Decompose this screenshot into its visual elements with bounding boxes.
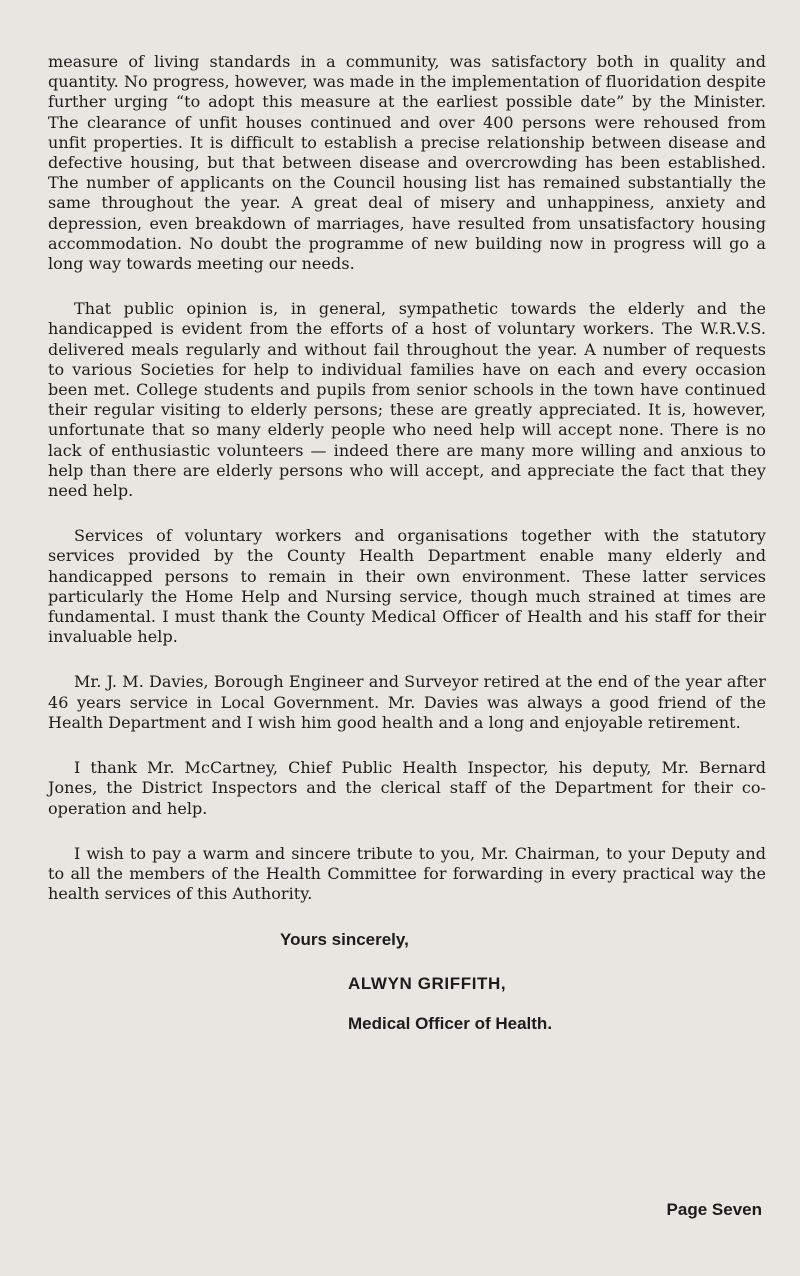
- body-paragraph-3: Services of voluntary workers and organisations together with the statutory services provided by the County Health Department enable many elderly and handicapped persons to remain in their own environment. These latter services particularly the Home Help and Nursing service, though much strained at times are fundamental. I must thank the County Medical Officer of Health and his staff for their invaluable help.: [48, 526, 766, 647]
- body-paragraph-6: I wish to pay a warm and sincere tribute to you, Mr. Chairman, to your Deputy and to all the members of the Health Committee for forwarding in every practical way the health services of this Authority.: [48, 843, 766, 904]
- letter-signoff: [48, 929, 766, 1039]
- body-paragraph-5: I thank Mr. McCartney, Chief Public Health Inspector, his deputy, Mr. Bernard Jones, the District Inspectors and the clerical staff of the Department for their co-operation and help.: [48, 758, 766, 818]
- page-number: Page Seven: [666, 1200, 762, 1219]
- body-paragraph-2: That public opinion is, in general, sympathetic towards the elderly and the handicapped is evident from the efforts of a host of voluntary workers. The W.R.V.S. delivered meals regularly and without fail throughout the year. A number of requests to various Societies for help to individual families have on each and every occasion been met. College students and pupils from senior schools in the town have continued their regular visiting to elderly persons; these are greatly appreciated. It is, however, unfortunate that so many elderly people who need help will accept none. There is no lack of enthusiastic volunteers — indeed there are many more willing and anxious to help than there are elderly persons who will accept, and appreciate the fact that they need help.: [48, 299, 766, 501]
- body-paragraph-4: Mr. J. M. Davies, Borough Engineer and Surveyor retired at the end of the year after 46 years service in Local Government. Mr. Davies was always a good friend of the Health Department and I wish him good health and a long and enjoyable retirement.: [48, 672, 766, 732]
- salutation: Yours sincerely,: [280, 930, 409, 950]
- signer-name: ALWYN GRIFFITH,: [348, 974, 507, 994]
- signer-title: Medical Officer of Health.: [348, 1014, 553, 1034]
- body-paragraph-1: measure of living standards in a community, was satisfactory both in quality and quantity. No progress, however, was made in the implementation of fluoridation despite further urging “to adopt this measure at the earliest possible date” by the Minister. The clearance of unfit houses continued and over 400 persons were rehoused from unfit properties. It is difficult to establish a precise relationship between disease and defective housing, but that between disease and overcrowding has been established. The number of applicants on the Council housing list has remained substantially the same throughout the year. A great deal of misery and unhappiness, anxiety and depression, even breakdown of marriages, have resulted from unsatisfactory housing accommodation. No doubt the programme of new building now in progress will go a long way towards meeting our needs.: [48, 52, 766, 274]
